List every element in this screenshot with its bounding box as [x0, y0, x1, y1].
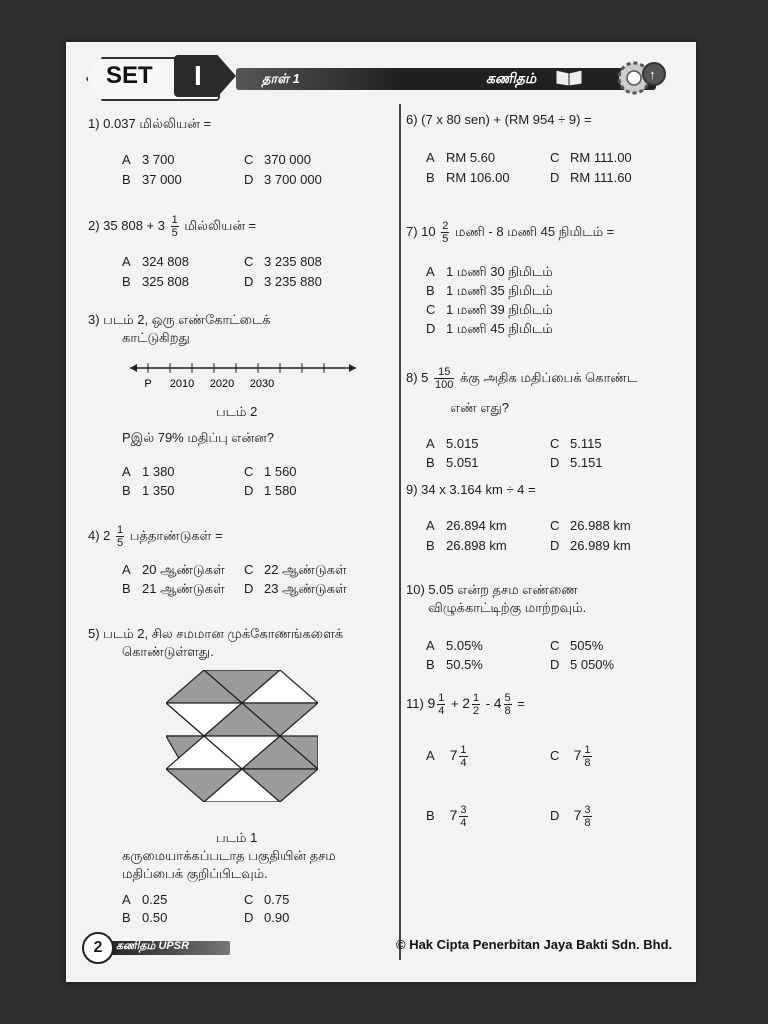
q3-question: Pஇல் 79% மதிப்பு என்ன?	[122, 430, 275, 445]
q7-fraction	[441, 220, 449, 245]
q8-option-d	[550, 455, 603, 470]
q2-suffix: மில்லியன் =	[184, 217, 257, 233]
q7-numerator: 2	[442, 220, 449, 232]
option-letter: B	[122, 581, 131, 596]
option-numerator: 3	[460, 804, 467, 816]
option-letter: A	[426, 518, 435, 533]
q6-option-b	[426, 170, 510, 185]
option-letter: C	[426, 302, 436, 317]
question-2	[88, 214, 256, 239]
q2-option-b	[122, 274, 189, 289]
q7-option-b	[426, 283, 553, 300]
option-letter: C	[244, 892, 254, 907]
q6-option-a	[426, 150, 495, 165]
numline-label-2030: 2030	[249, 378, 275, 390]
q10-option-b	[426, 657, 483, 672]
option-letter: A	[426, 436, 435, 451]
option-letter: A	[122, 562, 131, 577]
option-value: 1 மணி 45 நிமிடம்	[446, 321, 553, 336]
option-value: RM 5.60	[446, 150, 496, 165]
q3-option-d	[244, 483, 297, 498]
q3-option-b	[122, 483, 175, 498]
q11-term1-fraction	[437, 692, 445, 717]
q1-option-b	[122, 172, 182, 187]
option-letter: A	[122, 892, 131, 907]
option-letter: C	[244, 152, 254, 167]
option-letter: D	[550, 170, 560, 185]
numline-label-2020: 2020	[209, 378, 235, 390]
option-letter: B	[426, 538, 435, 553]
question-5-line2: கொண்டுள்ளது.	[122, 644, 214, 659]
question-7	[406, 220, 614, 245]
option-letter: B	[122, 172, 131, 187]
q11-equals: =	[517, 695, 525, 711]
q4-denominator: 5	[117, 537, 124, 549]
q11-number: 11)	[406, 695, 424, 711]
option-denominator: 8	[584, 757, 591, 769]
option-letter: C	[244, 562, 254, 577]
option-value: 5.015	[446, 436, 479, 451]
q1-option-d	[244, 172, 322, 187]
book-label: கணிதம் UPSR	[116, 940, 190, 952]
q11-term2-fraction	[472, 692, 480, 717]
numline-label-2010: 2010	[169, 378, 195, 390]
option-whole: 7	[573, 806, 582, 823]
option-denominator: 4	[460, 817, 467, 829]
q11-t2-numerator: 1	[473, 692, 480, 704]
option-letter: C	[550, 747, 560, 763]
question-8-line2: எண் எது?	[450, 400, 509, 415]
option-value: 5.115	[570, 436, 602, 451]
q8-option-c	[550, 436, 602, 451]
q5-caption: படம் 1	[216, 830, 258, 845]
option-letter: B	[426, 170, 435, 185]
option-value: 370 000	[264, 152, 311, 167]
option-fraction	[459, 744, 467, 769]
option-value: 22 ஆண்டுகள்	[264, 562, 347, 577]
option-fraction	[583, 744, 591, 769]
option-value: 20 ஆண்டுகள்	[142, 562, 225, 577]
q11-t1-denominator: 4	[438, 705, 445, 717]
option-value: 21 ஆண்டுகள்	[142, 581, 225, 596]
option-letter: C	[550, 150, 560, 165]
question-3-line2: காட்டுகிறது	[122, 330, 190, 345]
option-value: 5.05%	[446, 638, 483, 653]
option-whole: 7	[449, 806, 458, 823]
option-value: 3 235 880	[264, 274, 322, 289]
q7-option-c	[426, 302, 553, 319]
q3-option-c	[244, 464, 297, 479]
q11-minus: -	[485, 695, 491, 711]
q4-fraction	[116, 524, 124, 549]
q2-numerator: 1	[171, 214, 178, 226]
worksheet-page	[66, 42, 696, 982]
option-denominator: 4	[460, 757, 467, 769]
question-10-line2: விழுக்காட்டிற்கு மாற்றவும்.	[428, 600, 587, 615]
q8-option-a	[426, 436, 479, 451]
q11-term1-whole: 9	[427, 694, 436, 711]
q4-option-c	[244, 562, 347, 579]
option-whole: 7	[573, 746, 582, 763]
question-1: 1) 0.037 மில்லியன் =	[88, 116, 212, 131]
option-numerator: 1	[460, 744, 467, 756]
q2-fraction	[171, 214, 179, 239]
question-8	[406, 366, 637, 391]
page-footer	[66, 927, 696, 967]
book-icon	[554, 66, 584, 86]
option-value: 5.051	[446, 455, 479, 470]
set-number-box	[174, 55, 236, 97]
option-letter: B	[426, 657, 435, 672]
q4-option-d	[244, 581, 347, 598]
option-letter: D	[550, 538, 560, 553]
option-value: 23 ஆண்டுகள்	[264, 581, 347, 596]
q11-option-c	[550, 744, 594, 769]
paper-label: தாள் 1	[262, 71, 300, 86]
q6-option-c	[550, 150, 632, 165]
q5-question-line2: மதிப்பைக் குறிப்பிடவும்.	[122, 866, 268, 881]
option-numerator: 3	[584, 804, 591, 816]
q3-caption: படம் 2	[216, 404, 258, 419]
option-letter: A	[122, 464, 131, 479]
q5-option-d	[244, 910, 289, 925]
option-value: RM 111.00	[570, 150, 632, 165]
triangle-hexagon-figure	[166, 670, 318, 802]
question-5-line1: 5) படம் 2, சில சமமான முக்கோணங்களைக்	[88, 626, 344, 641]
option-value: 3 700	[142, 152, 175, 167]
option-letter: B	[426, 283, 435, 298]
page-number: 2	[82, 932, 114, 964]
q11-t2-denominator: 2	[473, 705, 480, 717]
option-value: 1 580	[264, 483, 297, 498]
option-letter: C	[244, 464, 254, 479]
q3-option-a	[122, 464, 175, 479]
option-fraction	[459, 804, 467, 829]
q11-option-a	[426, 744, 470, 769]
q5-option-b	[122, 910, 167, 925]
q8-fraction	[434, 366, 454, 391]
option-value: 0.25	[142, 892, 168, 907]
q8-suffix: க்கு அதிக மதிப்பைக் கொண்ட	[460, 369, 638, 385]
option-letter: B	[122, 483, 131, 498]
gear-icon	[614, 54, 666, 98]
page-header	[66, 50, 696, 100]
set-label: SET	[106, 62, 153, 89]
option-letter: A	[426, 150, 435, 165]
q11-plus: +	[451, 695, 459, 711]
option-value: 505%	[570, 638, 604, 653]
q11-term3-whole: 4	[493, 694, 502, 711]
option-value: 1 560	[264, 464, 297, 479]
q7-prefix: 7) 10	[406, 223, 436, 239]
question-4	[88, 524, 223, 549]
q7-suffix: மணி - 8 மணி 45 நிமிடம் =	[455, 223, 615, 239]
option-fraction	[583, 804, 591, 829]
q9-option-b	[426, 538, 507, 553]
q4-prefix: 4) 2	[88, 527, 111, 543]
option-letter: D	[550, 455, 560, 470]
option-value: 1 380	[142, 464, 175, 479]
option-denominator: 8	[584, 817, 591, 829]
q5-option-c	[244, 892, 289, 907]
option-value: 26.989 km	[570, 538, 631, 553]
question-10-line1: 10) 5.05 என்ற தசம எண்ணை	[406, 582, 578, 597]
option-value: RM 106.00	[446, 170, 510, 185]
q2-option-d	[244, 274, 322, 289]
option-letter: B	[426, 807, 435, 823]
numline-label-p: P	[144, 378, 152, 390]
option-value: 5 050%	[570, 657, 615, 672]
option-letter: D	[550, 807, 560, 823]
q11-t3-denominator: 8	[504, 705, 511, 717]
option-whole: 7	[449, 746, 458, 763]
option-letter: D	[244, 483, 254, 498]
option-numerator: 1	[584, 744, 591, 756]
option-letter: D	[244, 581, 254, 596]
q4-option-a	[122, 562, 225, 579]
option-letter: D	[550, 657, 560, 672]
option-value: 0.50	[142, 910, 168, 925]
q7-denominator: 5	[442, 233, 449, 245]
option-value: 1 350	[142, 483, 175, 498]
q7-option-d	[426, 321, 553, 338]
option-letter: A	[426, 747, 435, 763]
q9-option-c	[550, 518, 631, 533]
q8-denominator: 100	[435, 379, 454, 391]
question-9: 9) 34 x 3.164 km ÷ 4 =	[406, 482, 536, 497]
option-value: 50.5%	[446, 657, 483, 672]
q9-option-d	[550, 538, 631, 553]
q8-prefix: 8) 5	[406, 369, 429, 385]
option-letter: D	[244, 910, 254, 925]
option-letter: A	[426, 638, 435, 653]
q1-option-a	[122, 152, 175, 167]
question-3-line1: 3) படம் 2, ஒரு எண்கோட்டைக்	[88, 312, 271, 327]
q2-denominator: 5	[171, 227, 178, 239]
q2-prefix: 2) 35 808 + 3	[88, 217, 165, 233]
q11-t3-numerator: 5	[504, 692, 511, 704]
option-letter: B	[426, 455, 435, 470]
option-letter: D	[244, 274, 254, 289]
option-value: 26.894 km	[446, 518, 507, 533]
option-value: 1 மணி 35 நிமிடம்	[446, 283, 553, 298]
set-number: I	[194, 60, 202, 91]
q4-suffix: பத்தாண்டுகள் =	[129, 527, 223, 543]
column-divider	[399, 104, 401, 960]
subject-label: கணிதம்	[486, 70, 537, 86]
option-letter: A	[122, 254, 131, 269]
option-value: 325 808	[142, 274, 189, 289]
question-11	[406, 692, 525, 717]
q1-option-c	[244, 152, 311, 167]
option-letter: B	[122, 274, 131, 289]
q8-option-b	[426, 455, 479, 470]
option-letter: D	[426, 321, 436, 336]
option-value: 5.151	[570, 455, 603, 470]
q4-option-b	[122, 581, 225, 598]
option-letter: C	[244, 254, 254, 269]
q10-option-d	[550, 657, 614, 672]
option-letter: A	[426, 264, 435, 279]
q7-option-a	[426, 264, 553, 281]
q11-option-b	[426, 804, 470, 829]
option-value: 37 000	[142, 172, 182, 187]
q9-option-a	[426, 518, 507, 533]
q8-numerator: 15	[434, 366, 454, 379]
option-letter: A	[122, 152, 131, 167]
svg-text:↑: ↑	[649, 67, 656, 82]
option-value: 3 700 000	[264, 172, 322, 187]
option-value: 3 235 808	[264, 254, 322, 269]
option-value: 1 மணி 30 நிமிடம்	[446, 264, 553, 279]
option-letter: D	[244, 172, 254, 187]
q10-option-c	[550, 638, 603, 653]
option-value: 26.988 km	[570, 518, 631, 533]
q5-question-line1: கருமையாக்கப்படாத பகுதியின் தசம	[122, 848, 336, 863]
copyright-text: © Hak Cipta Penerbitan Jaya Bakti Sdn. Bhd.	[396, 937, 673, 952]
q5-option-a	[122, 892, 167, 907]
option-letter: B	[122, 910, 131, 925]
q11-term3-fraction	[504, 692, 512, 717]
q6-option-d	[550, 170, 632, 185]
option-value: 26.898 km	[446, 538, 507, 553]
number-line	[128, 360, 358, 390]
q11-term2-whole: 2	[462, 694, 471, 711]
q11-option-d	[550, 804, 594, 829]
option-value: 1 மணி 39 நிமிடம்	[446, 302, 553, 317]
q11-t1-numerator: 1	[438, 692, 445, 704]
option-letter: C	[550, 518, 560, 533]
question-6: 6) (7 x 80 sen) + (RM 954 ÷ 9) =	[406, 112, 592, 127]
q2-option-c	[244, 254, 322, 269]
q10-option-a	[426, 638, 483, 653]
option-value: 0.75	[264, 892, 290, 907]
option-value: 0.90	[264, 910, 290, 925]
option-letter: C	[550, 436, 560, 451]
option-value: 324 808	[142, 254, 189, 269]
q4-numerator: 1	[117, 524, 124, 536]
option-value: RM 111.60	[570, 170, 632, 185]
q2-option-a	[122, 254, 189, 269]
option-letter: C	[550, 638, 560, 653]
